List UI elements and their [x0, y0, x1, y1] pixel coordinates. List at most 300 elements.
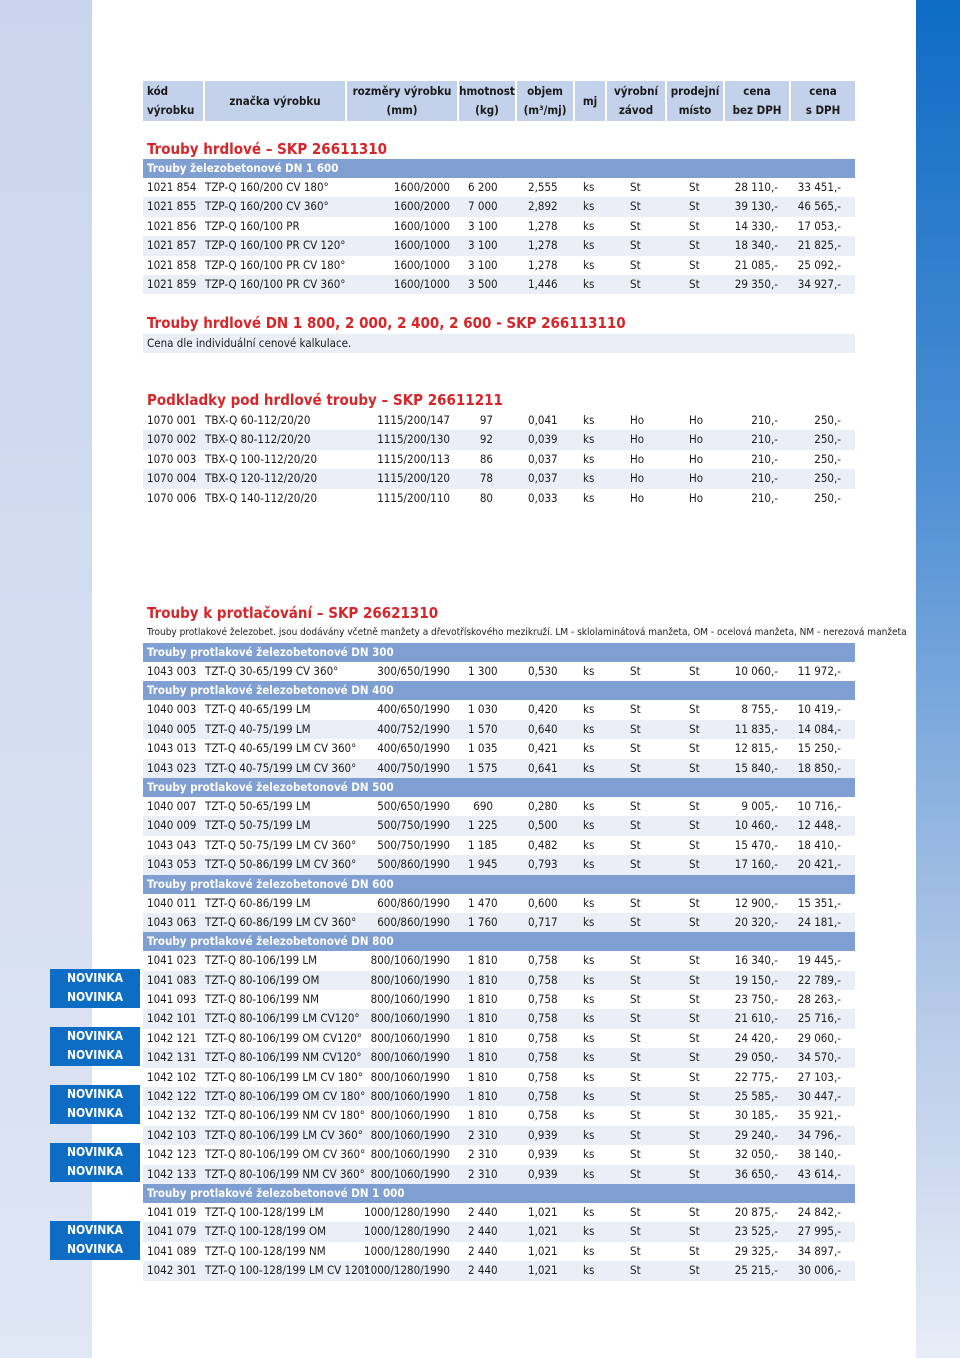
cell-volume: 0,939 [528, 1147, 558, 1162]
cell-weight: 1 300 [468, 664, 498, 678]
cell-weight: 2 310 [468, 1166, 498, 1181]
cell-price-ex: 29 050,- [734, 1050, 778, 1065]
cell-sale: St [689, 218, 700, 233]
cell-weight: 78 [479, 471, 493, 486]
cell-price-ex: 22 775,- [734, 1069, 778, 1084]
cell-factory: St [630, 741, 641, 756]
header-weight: hmotnost (kg) [459, 84, 515, 117]
cell-sale: St [689, 702, 700, 717]
cell-price-ex: 20 875,- [734, 1204, 778, 1219]
cell-factory: St [630, 702, 641, 717]
group-subheader: Trouby protlakové železobetonové DN 1 000 [143, 1184, 855, 1203]
group-subheader: Trouby protlakové železobetonové DN 800 [143, 932, 855, 951]
cell-factory: Ho [630, 432, 645, 447]
table-row [143, 759, 855, 778]
cell-price-ex: 10 460,- [734, 818, 778, 833]
cell-code: 1021 856 [147, 218, 197, 233]
cell-code: 1043 023 [147, 760, 197, 775]
cell-weight: 3 100 [468, 218, 498, 233]
novinka-badge: NOVINKA NOVINKA [50, 1143, 140, 1182]
cell-volume: 0,500 [528, 818, 558, 833]
cell-weight: 2 310 [468, 1127, 498, 1142]
header-brand: značka výrobku [229, 93, 321, 108]
table-row [143, 894, 855, 913]
cell-price-inc: 34 927,- [797, 276, 841, 291]
table-row [143, 662, 855, 681]
cell-price-ex: 14 330,- [734, 218, 778, 233]
cell-volume: 0,600 [528, 895, 558, 910]
section-table [143, 643, 855, 1281]
table-row [143, 913, 855, 932]
cell-code: 1043 063 [147, 914, 197, 929]
cell-name: TZT-Q 100-128/199 OM [205, 1224, 327, 1239]
cell-name: TZP-Q 160/100 PR CV 360° [205, 276, 346, 291]
cell-unit: ks [583, 721, 595, 736]
cell-weight: 2 310 [468, 1147, 498, 1162]
cell-unit: ks [583, 1263, 595, 1278]
cell-factory: Ho [630, 471, 645, 486]
cell-volume: 0,758 [528, 953, 558, 968]
cell-unit: ks [583, 1050, 595, 1065]
cell-sale: St [689, 1050, 700, 1065]
cell-price-inc: 15 351,- [797, 895, 841, 910]
cell-price-ex: 21 610,- [734, 1011, 778, 1026]
cell-volume: 0,758 [528, 1050, 558, 1065]
cell-dims: 1000/1280/1990 [364, 1204, 450, 1219]
cell-weight: 86 [479, 451, 493, 466]
table-row [143, 1106, 855, 1125]
cell-name: TZT-Q 100-128/199 LM CV 120° [205, 1263, 370, 1278]
cell-name: TZT-Q 50-65/199 LM [205, 798, 311, 813]
cell-volume: 0,939 [528, 1166, 558, 1181]
group-subheader: Trouby protlakové železobetonové DN 600 [143, 875, 855, 894]
cell-code: 1042 132 [147, 1108, 197, 1123]
cell-code: 1070 002 [147, 432, 197, 447]
cell-weight: 1 810 [468, 992, 498, 1007]
cell-price-inc: 34 796,- [797, 1127, 841, 1142]
cell-weight: 7 000 [468, 199, 498, 214]
cell-code: 1021 854 [147, 180, 197, 194]
cell-dims: 500/650/1990 [377, 798, 450, 813]
cell-unit: ks [583, 257, 595, 272]
cell-factory: St [630, 914, 641, 929]
cell-sale: St [689, 857, 700, 872]
cell-sale: St [689, 1263, 700, 1278]
cell-volume: 0,758 [528, 1011, 558, 1026]
cell-factory: St [630, 1224, 641, 1239]
cell-name: TZT-Q 80-106/199 NM CV120° [205, 1050, 362, 1065]
cell-code: 1040 007 [147, 798, 197, 813]
header-dims: rozměry výrobku (mm) [352, 84, 452, 117]
cell-sale: St [689, 721, 700, 736]
cell-name: TZT-Q 40-65/199 LM [205, 702, 311, 717]
cell-dims: 500/860/1990 [377, 857, 450, 872]
cell-code: 1041 023 [147, 953, 197, 968]
cell-price-inc: 34 897,- [797, 1243, 841, 1258]
cell-price-inc: 10 419,- [797, 702, 841, 717]
cell-unit: ks [583, 760, 595, 775]
cell-sale: St [689, 895, 700, 910]
cell-price-ex: 210,- [751, 432, 778, 447]
cell-factory: St [630, 1050, 641, 1065]
header-factory: výrobní závod [613, 84, 659, 117]
cell-code: 1042 131 [147, 1050, 197, 1065]
cell-sale: St [689, 1147, 700, 1162]
cell-sale: St [689, 741, 700, 756]
table-row [143, 700, 855, 719]
novinka-badge: NOVINKA NOVINKA [50, 1221, 140, 1260]
right-margin-band [916, 0, 960, 1358]
cell-sale: St [689, 257, 700, 272]
cell-name: TZT-Q 80-106/199 LM CV120° [205, 1011, 360, 1026]
cell-code: 1041 093 [147, 992, 197, 1007]
cell-code: 1040 003 [147, 702, 197, 717]
cell-dims: 1600/1000 [393, 218, 450, 233]
cell-price-inc: 30 006,- [797, 1263, 841, 1278]
cell-unit: ks [583, 218, 595, 233]
cell-code: 1040 009 [147, 818, 197, 833]
cell-price-inc: 33 451,- [797, 180, 841, 194]
cell-price-inc: 46 565,- [797, 199, 841, 214]
cell-code: 1021 858 [147, 257, 197, 272]
cell-dims: 800/1060/1990 [370, 1127, 450, 1142]
cell-sale: St [689, 1089, 700, 1104]
cell-price-inc: 43 614,- [797, 1166, 841, 1181]
novinka-badge: NOVINKA NOVINKA [50, 969, 140, 1008]
cell-volume: 2,892 [528, 199, 558, 214]
cell-dims: 500/750/1990 [377, 818, 450, 833]
cell-weight: 2 440 [468, 1243, 498, 1258]
cell-price-ex: 36 650,- [734, 1166, 778, 1181]
cell-name: TZT-Q 80-106/199 OM CV 360° [205, 1147, 366, 1162]
cell-dims: 400/752/1990 [377, 721, 450, 736]
cell-code: 1040 011 [147, 895, 197, 910]
cell-code: 1041 079 [147, 1224, 197, 1239]
cell-weight: 3 500 [468, 276, 498, 291]
cell-name: TZT-Q 40-65/199 LM CV 360° [205, 741, 357, 756]
cell-volume: 0,717 [528, 914, 558, 929]
cell-volume: 0,033 [528, 490, 558, 505]
cell-sale: St [689, 180, 700, 194]
cell-price-inc: 15 250,- [797, 741, 841, 756]
cell-volume: 0,640 [528, 721, 558, 736]
cell-dims: 400/650/1990 [377, 702, 450, 717]
cell-name: TZT-Q 80-106/199 OM CV 180° [205, 1089, 366, 1104]
cell-unit: ks [583, 857, 595, 872]
cell-weight: 2 440 [468, 1204, 498, 1219]
cell-unit: ks [583, 1243, 595, 1258]
cell-price-ex: 15 840,- [734, 760, 778, 775]
cell-unit: ks [583, 1166, 595, 1181]
cell-volume: 0,758 [528, 1089, 558, 1104]
cell-dims: 800/1060/1990 [370, 1108, 450, 1123]
cell-sale: Ho [689, 490, 704, 505]
section-title: Trouby hrdlové – SKP 26611310 [147, 140, 388, 158]
cell-weight: 6 200 [468, 180, 498, 194]
cell-name: TZT-Q 80-106/199 NM CV 360° [205, 1166, 365, 1181]
cell-weight: 1 760 [468, 914, 498, 929]
cell-factory: Ho [630, 451, 645, 466]
cell-factory: St [630, 895, 641, 910]
cell-dims: 800/1060/1990 [370, 1147, 450, 1162]
cell-volume: 1,278 [528, 238, 558, 253]
cell-code: 1042 121 [147, 1030, 197, 1045]
cell-factory: St [630, 1089, 641, 1104]
cell-price-inc: 250,- [814, 451, 841, 466]
cell-sale: St [689, 953, 700, 968]
cell-weight: 1 810 [468, 972, 498, 987]
cell-factory: St [630, 218, 641, 233]
cell-price-inc: 25 092,- [797, 257, 841, 272]
cell-weight: 1 945 [468, 857, 498, 872]
cell-weight: 1 225 [468, 818, 498, 833]
table-row [143, 971, 855, 990]
cell-code: 1040 005 [147, 721, 197, 736]
cell-weight: 97 [479, 413, 493, 427]
cell-volume: 0,037 [528, 451, 558, 466]
cell-volume: 1,446 [528, 276, 558, 291]
cell-price-ex: 18 340,- [734, 238, 778, 253]
cell-unit: ks [583, 741, 595, 756]
cell-factory: St [630, 1204, 641, 1219]
cell-price-inc: 250,- [814, 432, 841, 447]
cell-factory: St [630, 953, 641, 968]
table-row [143, 489, 855, 508]
table-row [143, 450, 855, 469]
cell-unit: ks [583, 818, 595, 833]
cell-volume: 0,758 [528, 1069, 558, 1084]
cell-weight: 1 810 [468, 1069, 498, 1084]
cell-price-ex: 24 420,- [734, 1030, 778, 1045]
cell-price-ex: 29 350,- [734, 276, 778, 291]
table-row [143, 720, 855, 739]
cell-factory: St [630, 257, 641, 272]
cell-dims: 800/1060/1990 [370, 1069, 450, 1084]
cell-sale: St [689, 1166, 700, 1181]
cell-price-inc: 14 084,- [797, 721, 841, 736]
table-row [143, 1087, 855, 1106]
cell-code: 1042 301 [147, 1263, 197, 1278]
cell-dims: 800/1060/1990 [370, 1050, 450, 1065]
cell-sale: St [689, 1108, 700, 1123]
cell-name: TZP-Q 160/100 PR [205, 218, 300, 233]
cell-dims: 800/1060/1990 [370, 992, 450, 1007]
novinka-badge: NOVINKA NOVINKA [50, 1027, 140, 1066]
cell-name: TBX-Q 100-112/20/20 [205, 451, 318, 466]
cell-price-inc: 38 140,- [797, 1147, 841, 1162]
cell-price-inc: 10 716,- [797, 798, 841, 813]
cell-price-inc: 18 410,- [797, 837, 841, 852]
cell-price-ex: 210,- [751, 413, 778, 427]
cell-factory: St [630, 972, 641, 987]
cell-dims: 400/650/1990 [377, 741, 450, 756]
cell-unit: ks [583, 180, 595, 194]
cell-price-ex: 39 130,- [734, 199, 778, 214]
cell-price-ex: 210,- [751, 451, 778, 466]
cell-code: 1042 133 [147, 1166, 197, 1181]
section-table [143, 159, 855, 294]
cell-weight: 690 [473, 798, 493, 813]
cell-unit: ks [583, 413, 595, 427]
cell-price-ex: 210,- [751, 471, 778, 486]
cell-sale: St [689, 1011, 700, 1026]
table-row [143, 1126, 855, 1145]
table-row [143, 430, 855, 449]
cell-unit: ks [583, 1011, 595, 1026]
cell-code: 1041 089 [147, 1243, 197, 1258]
cell-price-ex: 11 835,- [734, 721, 778, 736]
cell-factory: St [630, 199, 641, 214]
cell-weight: 1 810 [468, 1108, 498, 1123]
table-row [143, 1048, 855, 1067]
cell-price-ex: 8 755,- [741, 702, 778, 717]
cell-code: 1070 001 [147, 413, 197, 427]
cell-unit: ks [583, 1147, 595, 1162]
cell-price-inc: 29 060,- [797, 1030, 841, 1045]
cell-factory: St [630, 760, 641, 775]
cell-price-inc: 19 445,- [797, 953, 841, 968]
cell-factory: St [630, 1147, 641, 1162]
table-row [143, 797, 855, 816]
cell-factory: St [630, 1243, 641, 1258]
cell-volume: 1,021 [528, 1263, 558, 1278]
cell-name: TZT-Q 80-106/199 LM CV 360° [205, 1127, 363, 1142]
cell-name: TZT-Q 40-75/199 LM [205, 721, 311, 736]
cell-name: TZP-Q 160/100 PR CV 180° [205, 257, 346, 272]
cell-code: 1041 019 [147, 1204, 197, 1219]
cell-dims: 800/1060/1990 [370, 1011, 450, 1026]
cell-price-ex: 25 585,- [734, 1089, 778, 1104]
table-row [143, 1145, 855, 1164]
cell-volume: 0,758 [528, 1030, 558, 1045]
cell-volume: 0,939 [528, 1127, 558, 1142]
cell-volume: 0,421 [528, 741, 558, 756]
header-volume: objem (m³/mj) [523, 84, 567, 117]
cell-dims: 1000/1280/1990 [364, 1243, 450, 1258]
cell-code: 1042 101 [147, 1011, 197, 1026]
cell-price-ex: 12 815,- [734, 741, 778, 756]
cell-unit: ks [583, 451, 595, 466]
cell-code: 1042 123 [147, 1147, 197, 1162]
cell-name: TZT-Q 60-86/199 LM CV 360° [205, 914, 357, 929]
cell-volume: 1,278 [528, 218, 558, 233]
table-row [143, 236, 855, 255]
cell-price-inc: 25 716,- [797, 1011, 841, 1026]
cell-code: 1021 857 [147, 238, 197, 253]
cell-volume: 0,641 [528, 760, 558, 775]
cell-dims: 1600/2000 [393, 180, 450, 194]
cell-sale: St [689, 1243, 700, 1258]
cell-dims: 800/1060/1990 [370, 1089, 450, 1104]
cell-name: TZT-Q 50-86/199 LM CV 360° [205, 857, 357, 872]
table-row [143, 1009, 855, 1028]
cell-sale: St [689, 1204, 700, 1219]
cell-dims: 1600/1000 [393, 257, 450, 272]
cell-factory: St [630, 837, 641, 852]
cell-name: TZT-Q 80-106/199 LM [205, 953, 318, 968]
cell-price-inc: 21 825,- [797, 238, 841, 253]
cell-name: TBX-Q 80-112/20/20 [205, 432, 311, 447]
cell-volume: 0,530 [528, 664, 558, 678]
cell-price-ex: 16 340,- [734, 953, 778, 968]
cell-unit: ks [583, 664, 595, 678]
cell-price-inc: 30 447,- [797, 1089, 841, 1104]
section-table [143, 411, 855, 508]
cell-name: TZT-Q 80-106/199 OM [205, 972, 320, 987]
cell-unit: ks [583, 199, 595, 214]
table-row [143, 217, 855, 236]
cell-name: TZT-Q 80-106/199 NM [205, 992, 320, 1007]
cell-unit: ks [583, 1127, 595, 1142]
cell-factory: St [630, 798, 641, 813]
table-row [143, 1165, 855, 1184]
cell-price-inc: 27 995,- [797, 1224, 841, 1239]
cell-unit: ks [583, 1224, 595, 1239]
table-row [143, 990, 855, 1009]
cell-sale: St [689, 992, 700, 1007]
cell-sale: Ho [689, 432, 704, 447]
cell-sale: St [689, 664, 700, 678]
cell-volume: 0,280 [528, 798, 558, 813]
cell-volume: 0,758 [528, 992, 558, 1007]
cell-unit: ks [583, 914, 595, 929]
cell-unit: ks [583, 953, 595, 968]
cell-factory: St [630, 992, 641, 1007]
cell-weight: 1 470 [468, 895, 498, 910]
cell-price-inc: 250,- [814, 471, 841, 486]
cell-name: TZT-Q 100-128/199 LM [205, 1204, 324, 1219]
group-subheader: Trouby protlakové železobetonové DN 400 [143, 681, 855, 700]
table-row [143, 1242, 855, 1261]
cell-factory: St [630, 1069, 641, 1084]
cell-dims: 600/860/1990 [377, 895, 450, 910]
cell-dims: 1115/200/130 [377, 432, 450, 447]
cell-sale: St [689, 238, 700, 253]
cell-dims: 600/860/1990 [377, 914, 450, 929]
cell-unit: ks [583, 1204, 595, 1219]
cell-sale: Ho [689, 413, 704, 427]
cell-sale: St [689, 1030, 700, 1045]
cell-price-ex: 20 320,- [734, 914, 778, 929]
cell-price-ex: 12 900,- [734, 895, 778, 910]
cell-dims: 1600/1000 [393, 238, 450, 253]
cell-factory: St [630, 1011, 641, 1026]
group-subheader: Trouby železobetonové DN 1 600 [143, 159, 855, 178]
cell-unit: ks [583, 1030, 595, 1045]
cell-weight: 3 100 [468, 257, 498, 272]
cell-weight: 1 575 [468, 760, 498, 775]
cell-weight: 1 810 [468, 1030, 498, 1045]
cell-price-ex: 30 185,- [734, 1108, 778, 1123]
cell-sale: St [689, 1127, 700, 1142]
table-row [143, 411, 855, 430]
cell-sale: St [689, 914, 700, 929]
cell-code: 1070 004 [147, 471, 197, 486]
cell-code: 1043 053 [147, 857, 197, 872]
cell-volume: 1,021 [528, 1243, 558, 1258]
cell-unit: ks [583, 895, 595, 910]
cell-dims: 500/750/1990 [377, 837, 450, 852]
table-row [143, 836, 855, 855]
cell-sale: St [689, 798, 700, 813]
cell-code: 1021 859 [147, 276, 197, 291]
cell-volume: 0,793 [528, 857, 558, 872]
cell-unit: ks [583, 992, 595, 1007]
cell-price-ex: 28 110,- [734, 180, 778, 194]
group-subheader: Trouby protlakové železobetonové DN 500 [143, 778, 855, 797]
cell-name: TZT-Q 80-106/199 NM CV 180° [205, 1108, 365, 1123]
cell-dims: 1115/200/113 [377, 451, 450, 466]
